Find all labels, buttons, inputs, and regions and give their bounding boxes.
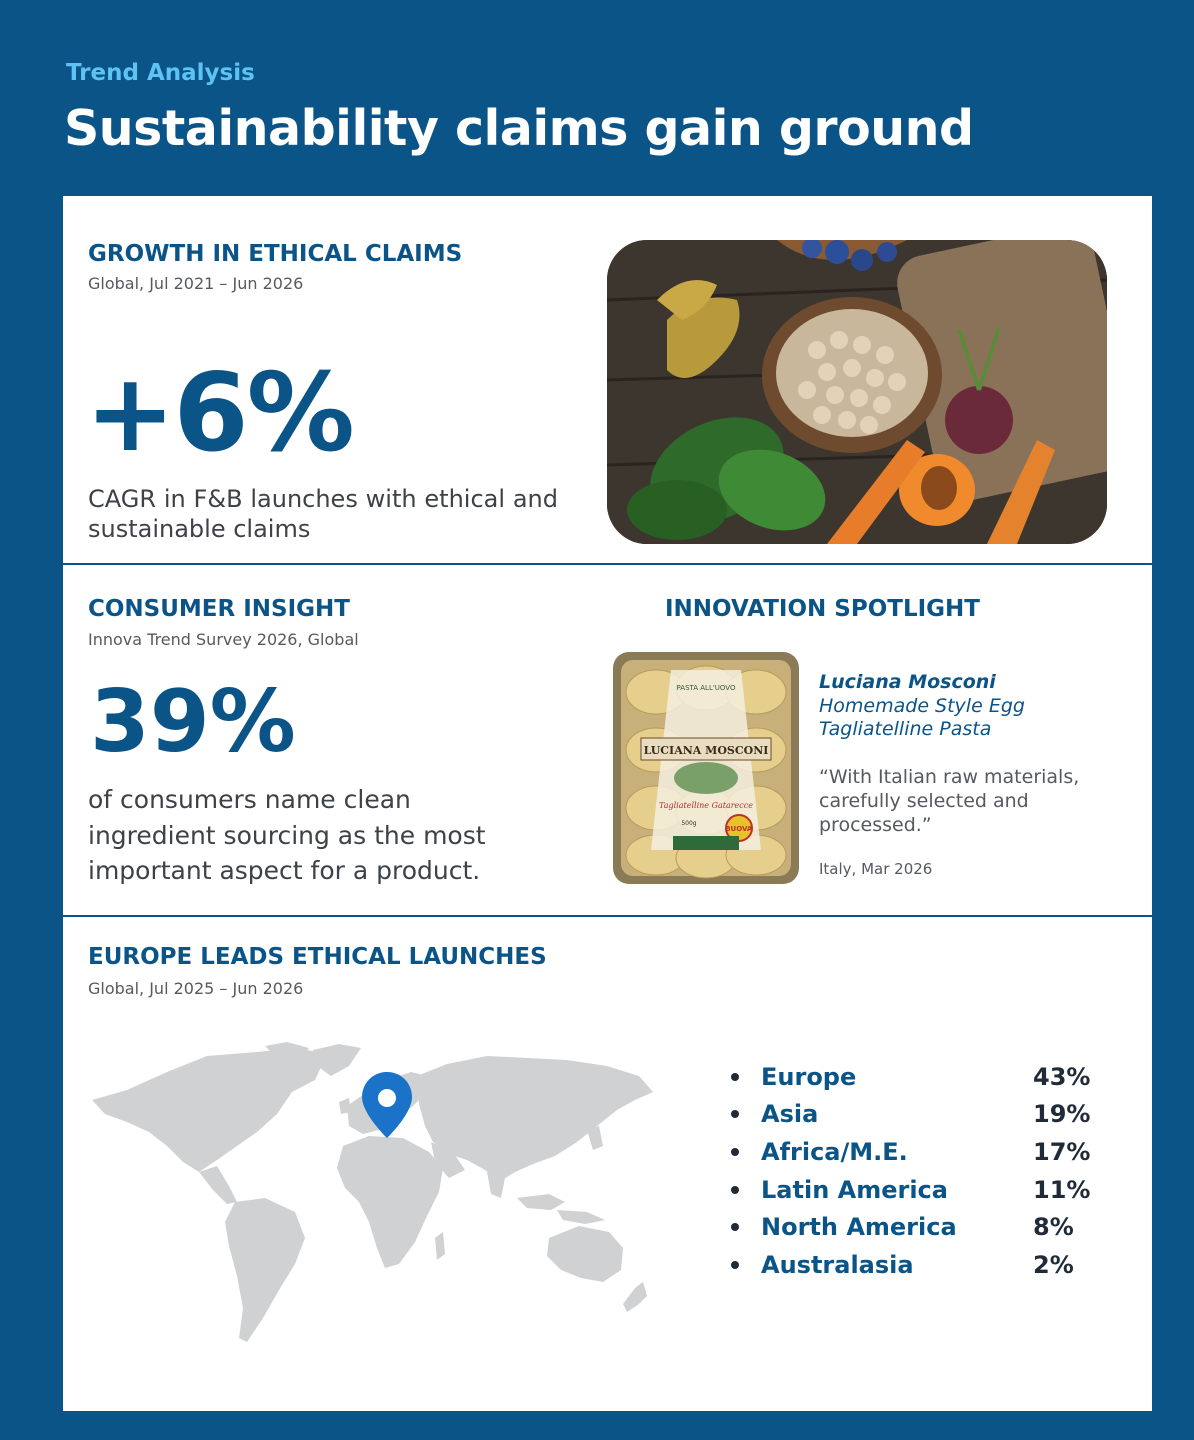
region-value: 8%	[1033, 1213, 1074, 1242]
bullet-icon	[731, 1110, 739, 1118]
list-item	[731, 1133, 1111, 1171]
bullet-icon	[731, 1073, 739, 1081]
ingredients-photo	[607, 240, 1107, 544]
product-quote: “With Italian raw materials, carefully selected and processed.”	[819, 766, 1080, 836]
region-name: Australasia	[761, 1250, 914, 1279]
section-divider-2	[63, 915, 1152, 917]
spotlight-title: INNOVATION SPOTLIGHT	[665, 596, 980, 622]
bullet-icon	[731, 1186, 739, 1194]
list-item	[731, 1208, 1111, 1246]
region-value: 11%	[1033, 1175, 1091, 1204]
list-item	[731, 1246, 1111, 1284]
page-title: Sustainability claims gain ground	[64, 100, 974, 157]
region-value: 43%	[1033, 1062, 1091, 1091]
product-brand: Luciana Mosconi	[819, 671, 996, 693]
product-name	[819, 695, 1025, 741]
region-value: 2%	[1033, 1250, 1074, 1279]
region-name: Africa/M.E.	[761, 1137, 908, 1166]
growth-stat: +6%	[85, 351, 353, 476]
region-name: Europe	[761, 1062, 857, 1091]
region-list	[731, 1058, 1111, 1284]
pack-weight-text: 500g	[681, 820, 697, 827]
pack-top-text: PASTA ALL'UOVO	[676, 684, 736, 692]
bullet-icon	[731, 1148, 739, 1156]
list-item	[731, 1058, 1111, 1096]
product-name-line-2: Tagliatelline Pasta	[819, 718, 992, 741]
product-meta: Italy, Mar 2026	[819, 860, 933, 878]
insight-subtitle: Innova Trend Survey 2026, Global	[88, 630, 359, 649]
bullet-icon	[731, 1223, 739, 1231]
content-card	[63, 196, 1152, 1411]
page-kicker: Trend Analysis	[66, 60, 255, 86]
product-name-line-1: Homemade Style Egg	[819, 695, 1025, 717]
region-name: Latin America	[761, 1175, 948, 1204]
pack-product-text: Tagliatelline Gatarecce	[659, 801, 753, 810]
growth-subtitle: Global, Jul 2021 – Jun 2026	[88, 274, 304, 293]
world-map-illustration	[87, 1042, 667, 1352]
insight-title: CONSUMER INSIGHT	[88, 596, 350, 622]
europe-subtitle: Global, Jul 2025 – Jun 2026	[88, 979, 304, 998]
pack-badge-text: 8UOVA	[725, 825, 753, 833]
world-map	[87, 1042, 667, 1352]
insight-description: of consumers name clean ingredient sourcing as the most important aspect for a product.	[88, 785, 486, 885]
pasta-pack-illustration	[611, 650, 801, 886]
region-value: 17%	[1033, 1137, 1091, 1166]
insight-stat: 39%	[90, 672, 296, 772]
europe-title: EUROPE LEADS ETHICAL LAUNCHES	[88, 944, 547, 970]
growth-title: GROWTH IN ETHICAL CLAIMS	[88, 241, 463, 267]
list-item	[731, 1171, 1111, 1209]
region-name: Asia	[761, 1100, 819, 1129]
ingredients-illustration	[607, 240, 1107, 544]
region-name: North America	[761, 1213, 957, 1242]
product-pack-image	[611, 650, 801, 886]
growth-description: CAGR in F&B launches with ethical and sustainable claims	[88, 485, 558, 543]
section-divider-1	[63, 563, 1152, 565]
bullet-icon	[731, 1261, 739, 1269]
region-value: 19%	[1033, 1100, 1091, 1129]
list-item	[731, 1096, 1111, 1134]
pack-brand-text: LUCIANA MOSCONI	[643, 744, 769, 757]
